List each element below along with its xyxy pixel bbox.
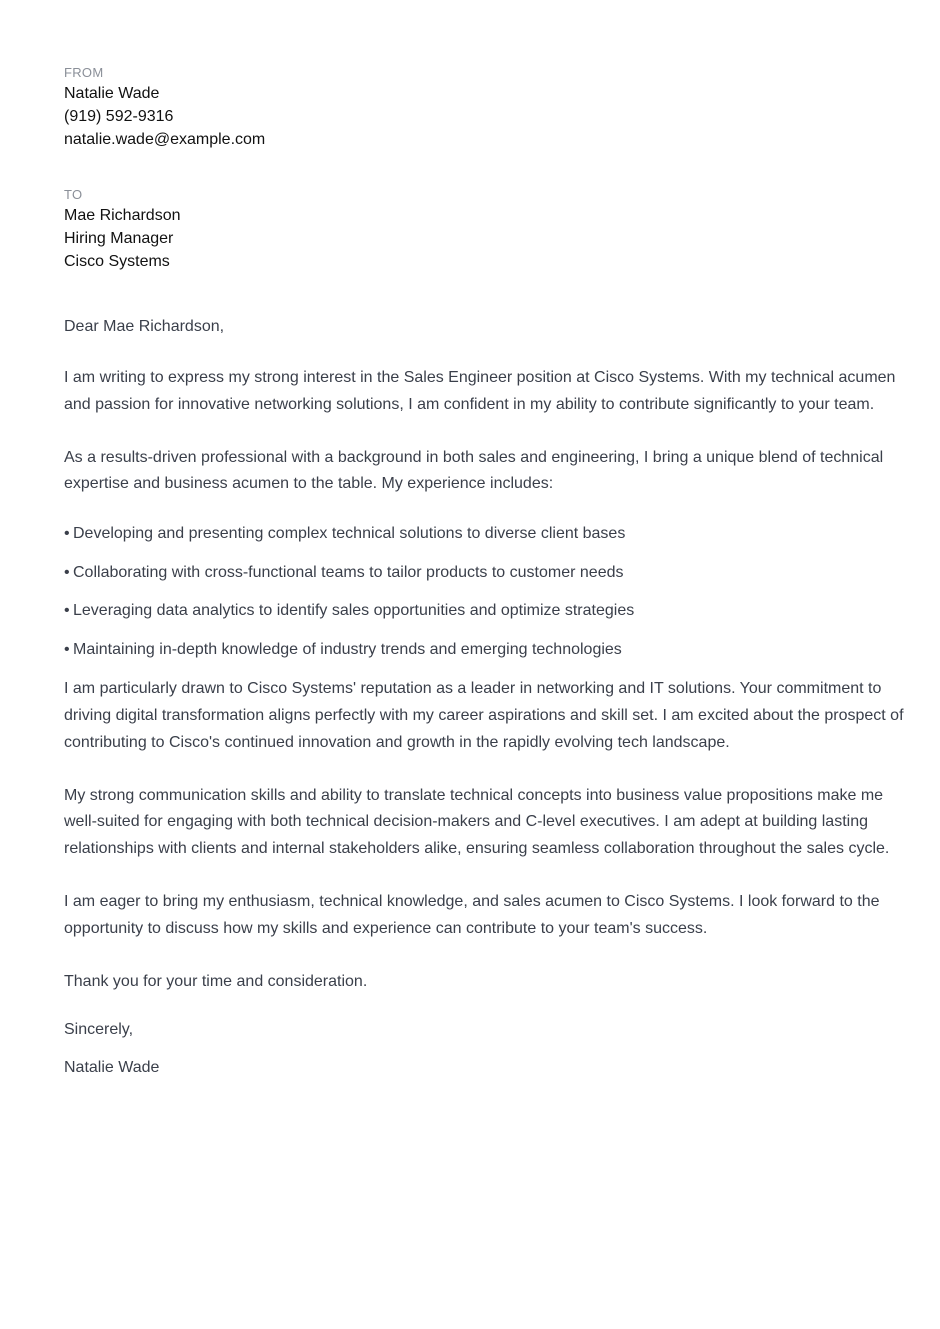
closing: Sincerely, <box>64 1021 134 1039</box>
recipient-company: Cisco Systems <box>64 253 170 270</box>
sender-name: Natalie Wade <box>64 85 160 102</box>
bullet-icon: • <box>64 563 70 581</box>
paragraph-motivation: I am particularly drawn to Cisco Systems' reputation as a leader in networking and IT solutions. Your commitment to driving digital transformation aligns perfectly with my career aspirations and skill set. I am excited about the prospect of contributing to Cisco's continued innovation and growth in the rapidly evolving tech landscape. <box>64 680 904 751</box>
paragraph-skills: My strong communication skills and ability to translate technical concepts into business value propositions make me well-suited for engaging with both technical decision-makers and C-level executives. I am adept at building lasting relationships with clients and internal stakeholders alike, ensuring seamless collaboration throughout the sales cycle. <box>64 786 890 858</box>
list-item-text: Leveraging data analytics to identify sales opportunities and optimize strategies <box>73 602 635 620</box>
sender-block <box>64 64 904 151</box>
sender-phone: (919) 592-9316 <box>64 108 174 125</box>
list-item-text: Maintaining in-depth knowledge of industry trends and emerging technologies <box>73 640 622 658</box>
list-item-text: Developing and presenting complex technical solutions to diverse client bases <box>73 525 626 543</box>
to-label: TO <box>64 187 83 202</box>
signature: Natalie Wade <box>64 1059 160 1077</box>
sender-email: natalie.wade@example.com <box>64 131 266 148</box>
list-item <box>64 522 904 546</box>
experience-list <box>64 522 904 662</box>
recipient-name: Mae Richardson <box>64 207 181 224</box>
bullet-icon: • <box>64 640 70 658</box>
recipient-title: Hiring Manager <box>64 230 174 247</box>
paragraph-intro: I am writing to express my strong interest in the Sales Engineer position at Cisco Systems. With my technical acumen and passion for innovative networking solutions, I am confident in my ability to contribute significantly to your team. <box>64 369 896 413</box>
paragraph-background: As a results-driven professional with a background in both sales and engineering, I bring a unique blend of technical expertise and business acumen to the table. My experience includes: <box>64 448 884 493</box>
bullet-icon: • <box>64 525 70 543</box>
from-label: FROM <box>64 65 104 80</box>
list-item <box>64 561 904 585</box>
recipient-block <box>64 186 904 273</box>
list-item <box>64 599 904 623</box>
salutation: Dear Mae Richardson, <box>64 318 225 335</box>
bullet-icon: • <box>64 602 70 620</box>
paragraph-thanks: Thank you for your time and consideration. <box>64 972 368 990</box>
cover-letter <box>64 64 904 1080</box>
list-item <box>64 638 904 662</box>
list-item-text: Collaborating with cross-functional teams to tailor products to customer needs <box>73 563 624 581</box>
paragraph-eager: I am eager to bring my enthusiasm, technical knowledge, and sales acumen to Cisco Systems. I look forward to the opportunity to discuss how my skills and experience can contribute to your team's success. <box>64 892 880 937</box>
